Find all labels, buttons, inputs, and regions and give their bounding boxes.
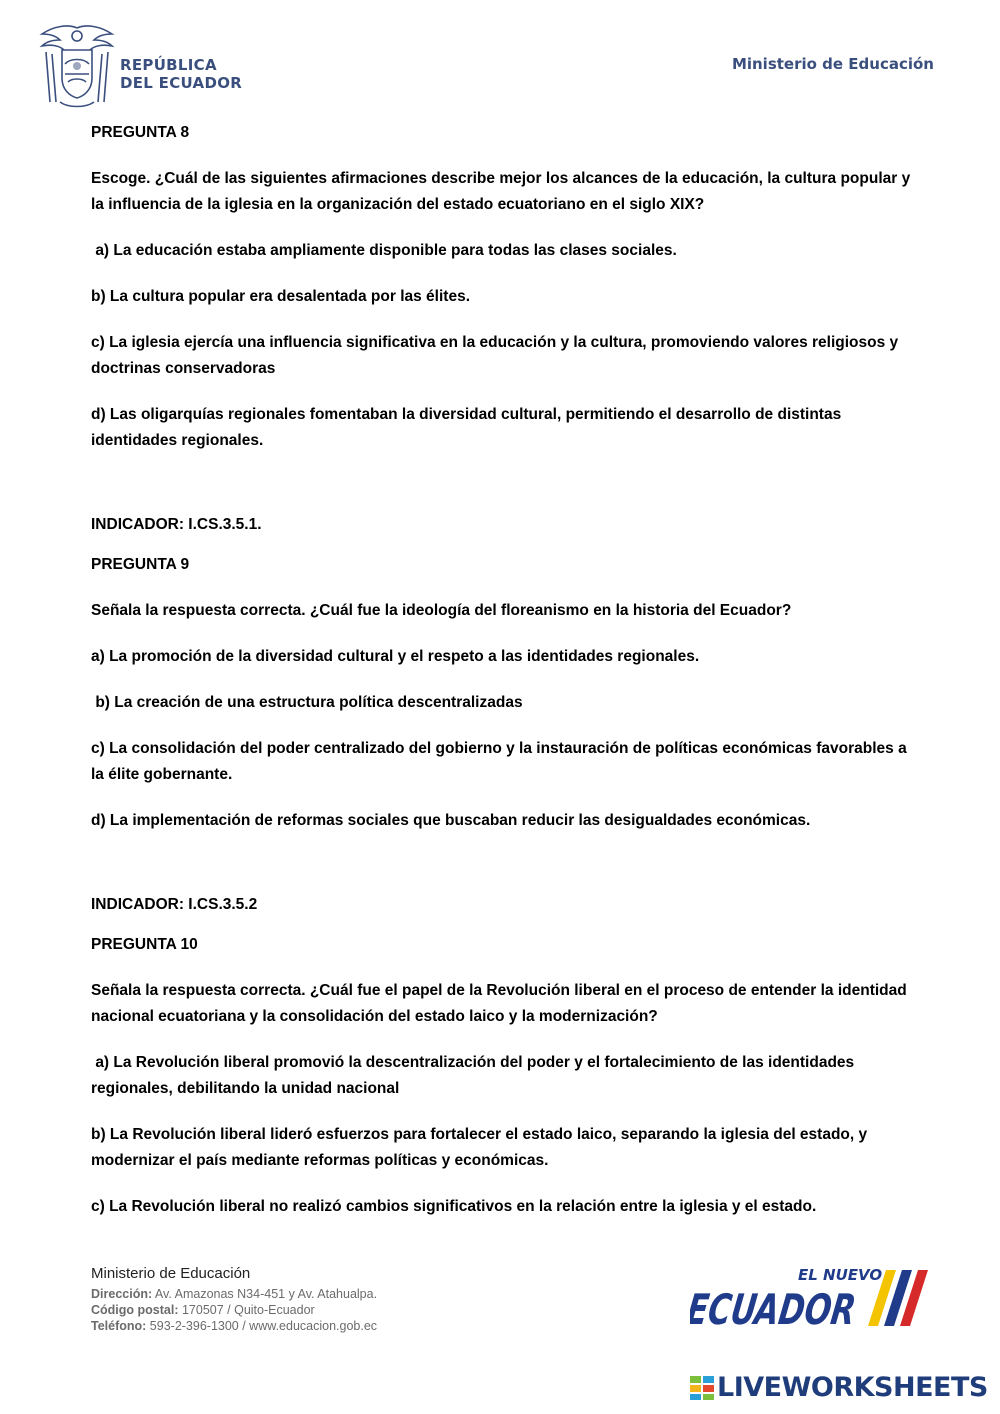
question-8-option-a[interactable]: a) La educación estaba ampliamente disponible para todas las clases sociales. xyxy=(91,242,677,259)
phone-label: Teléfono: xyxy=(91,1319,147,1333)
question-10-title: PREGUNTA 10 xyxy=(91,936,198,953)
brand-small-text: EL NUEVO xyxy=(798,1266,883,1284)
postal-label: Código postal: xyxy=(91,1303,179,1317)
question-9-option-b[interactable]: b) La creación de una estructura política descentralizadas xyxy=(91,694,523,711)
country-name xyxy=(120,56,242,92)
question-10-option-a[interactable]: a) La Revolución liberal promovió la descentralización del poder y el fortalecimiento de las identidades regionales, debilitando la unidad nacional xyxy=(91,1054,859,1097)
question-10-option-b[interactable]: b) La Revolución liberal lideró esfuerzos para fortalecer el estado laico, separando la iglesia del estado, y modernizar el país mediante reformas políticas y económicas. xyxy=(91,1126,868,1169)
questions-content xyxy=(91,120,911,1220)
ministry-header: Ministerio de Educación xyxy=(731,55,934,73)
question-9-prompt: Señala la respuesta correcta. ¿Cuál fue la ideología del floreanismo en la historia del Ecuador? xyxy=(91,602,792,619)
footer-contact xyxy=(91,1286,377,1334)
question-8-option-c[interactable]: c) La iglesia ejercía una influencia significativa en la educación y la cultura, promoviendo valores religiosos y doctrinas conservadoras xyxy=(91,334,899,377)
question-8-option-b[interactable]: b) La cultura popular era desalentada por las élites. xyxy=(91,288,471,305)
question-10-option-c[interactable]: c) La Revolución liberal no realizó cambios significativos en la relación entre la iglesia y el estado. xyxy=(91,1198,817,1215)
country-line-2: DEL ECUADOR xyxy=(120,74,243,92)
address-value: Av. Amazonas N34-451 y Av. Atahualpa. xyxy=(152,1287,378,1301)
footer-phone xyxy=(91,1318,377,1334)
liveworksheets-icon xyxy=(690,1376,714,1400)
postal-value: 170507 / Quito-Ecuador xyxy=(178,1303,315,1317)
phone-value: 593-2-396-1300 / www.educacion.gob.ec xyxy=(146,1319,378,1333)
footer-ministry: Ministerio de Educación xyxy=(91,1265,251,1282)
country-line-1: REPÚBLICA xyxy=(120,56,217,74)
liveworksheets-text: LIVEWORKSHEETS xyxy=(717,1372,988,1403)
question-9-title: PREGUNTA 9 xyxy=(91,556,190,573)
question-9-option-d[interactable]: d) La implementación de reformas sociales que buscaban reducir las desigualdades económicas. xyxy=(91,812,811,829)
liveworksheets-watermark xyxy=(690,1370,990,1406)
question-8-option-d[interactable]: d) Las oligarquías regionales fomentaban la diversidad cultural, permitiendo el desarrollo de distintas identidades regionales. xyxy=(91,406,842,449)
address-label: Dirección: xyxy=(91,1287,153,1301)
question-10-prompt: Señala la respuesta correcta. ¿Cuál fue el papel de la Revolución liberal en el proceso de entender la identidad nacional ecuatoriana y la consolidación del estado laico y la modernización? xyxy=(91,982,907,1025)
coat-of-arms-icon xyxy=(38,22,116,110)
footer-address xyxy=(91,1286,377,1302)
question-9-option-c[interactable]: c) La consolidación del poder centralizado del gobierno y la instauración de políticas económicas favorables a la élite gobernante. xyxy=(91,740,907,783)
question-8-title: PREGUNTA 8 xyxy=(91,124,190,141)
question-8-prompt: Escoge. ¿Cuál de las siguientes afirmaciones describe mejor los alcances de la educación, la cultura popular y la influencia de la iglesia en la organización del estado ecuatoriano en el siglo XIX? xyxy=(91,170,911,213)
el-nuevo-ecuador-logo xyxy=(690,1262,940,1334)
question-9-option-a[interactable]: a) La promoción de la diversidad cultural y el respeto a las identidades regionales. xyxy=(91,648,700,665)
question-9-indicator: INDICADOR: I.CS.3.5.1. xyxy=(91,516,262,533)
brand-big-text: ECUADOR xyxy=(690,1285,918,1334)
footer-postal xyxy=(91,1302,377,1318)
question-10-indicator: INDICADOR: I.CS.3.5.2 xyxy=(91,896,258,913)
